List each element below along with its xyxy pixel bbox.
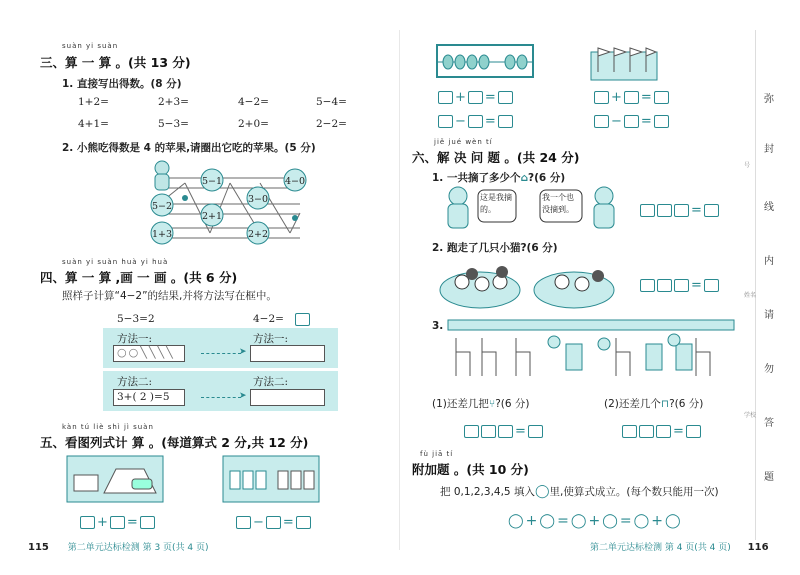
arrow-head-icon: ➤ (239, 391, 247, 401)
bear-icon (155, 161, 169, 190)
answer-box[interactable] (594, 115, 609, 128)
eq: 5−4= (316, 96, 347, 108)
margin-label: 学校 (744, 412, 757, 419)
answer-box[interactable] (498, 425, 513, 438)
eq-row-abacus-1: + = (438, 90, 513, 105)
eq: 1+2= (78, 96, 109, 108)
method2-answer-box[interactable] (250, 389, 325, 406)
answer-box[interactable] (656, 425, 671, 438)
r-q1-text: 1. 一共摘了多少个 (432, 172, 521, 184)
s4-instructions: 照样子计算“4−2”的结果,并将方法写在框中。 (62, 290, 277, 302)
r-q2-title: 2. 跑走了几只小猫?(6 分) (432, 242, 558, 254)
method-panel (103, 305, 338, 411)
margin-char: 题 (764, 472, 774, 483)
margin-char: 弥 (764, 94, 774, 105)
desk-icon: ⊓ (660, 398, 670, 410)
apple-slot[interactable]: ◯ (539, 513, 556, 529)
answer-box[interactable] (624, 91, 639, 104)
answer-box[interactable] (236, 516, 251, 529)
extra-instructions (440, 484, 719, 499)
apple: 5−2 (151, 201, 173, 212)
r-q1-text2: ?(6 分) (527, 172, 566, 184)
picking-picture (440, 184, 620, 234)
answer-box[interactable] (295, 313, 310, 326)
answer-box[interactable] (624, 115, 639, 128)
example-eq: 5−3=2 (117, 313, 155, 325)
margin-char: 答 (764, 418, 774, 429)
margin-label: 姓名 (744, 292, 757, 299)
eq-row-cups: − = (236, 515, 311, 530)
answer-box[interactable] (686, 425, 701, 438)
classroom-picture (446, 318, 736, 380)
apple-tree-diagram (140, 158, 320, 246)
section6-title: 六、解 决 问 题 。(共 24 分) (412, 150, 580, 165)
apple: 2+2 (247, 229, 269, 240)
bubble-1: 这是我摘的。 (480, 193, 512, 214)
r-q3-sub2-text: (2)还差几个 (604, 398, 661, 410)
eq-row-r2: = (640, 278, 719, 293)
apple-slot[interactable]: ◯ (633, 513, 650, 529)
apple-slot[interactable]: ◯ (570, 513, 587, 529)
answer-box[interactable] (657, 204, 672, 217)
strawberry-icon: ⌂ (520, 172, 528, 184)
arrow-head-icon: ➤ (239, 347, 247, 357)
extra-title: 附加题 。(共 10 分) (412, 462, 529, 477)
method1-answer-box[interactable] (250, 345, 325, 362)
apple-icon: ◯ (534, 484, 550, 499)
answer-box[interactable] (654, 91, 669, 104)
s5-pinyin: kàn tú liè shì jì suàn (62, 423, 154, 431)
method1-example-box: ○○╲╲╲╲ (113, 345, 185, 362)
answer-box[interactable] (468, 115, 483, 128)
s6-pinyin: jiě jué wèn tí (434, 138, 493, 146)
flags-picture (590, 42, 660, 82)
method1-label: 方法一: (117, 333, 153, 345)
q2-title: 2. 小熊吃得数是 4 的苹果,请圈出它吃的苹果。(5 分) (62, 142, 316, 154)
answer-box[interactable] (622, 425, 637, 438)
apple-slot[interactable]: ◯ (602, 513, 618, 529)
footer-text: 第二单元达标检测 第 3 页(共 4 页) (67, 543, 209, 553)
section5-title: 五、看图列式计 算 。(每道算式 2 分,共 12 分) (40, 435, 309, 450)
margin-char: 线 (764, 202, 774, 213)
footer-left (28, 540, 209, 553)
chair-icon: ⑂ (488, 398, 496, 410)
answer-box[interactable] (498, 115, 513, 128)
eq-row-flags-1: + = (594, 90, 669, 105)
answer-box[interactable] (528, 425, 543, 438)
answer-box[interactable] (110, 516, 125, 529)
extra-instr-text: 把 0,1,2,3,4,5 填入 (440, 486, 535, 498)
answer-box[interactable] (640, 204, 655, 217)
apple-slot[interactable]: ◯ (665, 513, 681, 529)
cats-picture (438, 260, 618, 310)
margin-char: 勿 (764, 364, 774, 375)
r-q3-sub1-text: (1)还差几把 (432, 398, 489, 410)
r-q3-sub2 (604, 396, 703, 411)
q1-title: 1. 直接写出得数。(8 分) (62, 78, 182, 90)
footer-right (590, 540, 769, 553)
arrow (201, 397, 241, 398)
apple-slot[interactable]: ◯ (508, 513, 524, 529)
r-q3-sub1 (432, 396, 529, 411)
s4-pinyin: suàn yi suàn huà yi huà (62, 258, 169, 266)
method2-label-right: 方法二: (253, 376, 289, 388)
r-q3-sub1-text2: ?(6 分) (495, 398, 530, 410)
eq: 5−3= (158, 118, 189, 130)
answer-box[interactable] (704, 204, 719, 217)
arrow (201, 353, 241, 354)
s3-pinyin: suàn yi suàn (62, 42, 119, 50)
extra-equation: ◯ + ◯ = ◯ + ◯ = ◯ + ◯ (508, 513, 681, 529)
answer-box[interactable] (657, 279, 672, 292)
answer-box[interactable] (266, 516, 281, 529)
apple: 4−0 (284, 176, 306, 187)
answer-box[interactable] (464, 425, 479, 438)
page-number: 116 (747, 542, 769, 553)
margin-char: 封 (764, 144, 774, 155)
bubble-2: 我一个也没摘到。 (542, 193, 574, 214)
answer-box[interactable] (80, 516, 95, 529)
method2-example-box: 3+( 2 )=5 (113, 389, 185, 406)
answer-box[interactable] (639, 425, 654, 438)
eq: 4+1= (78, 118, 109, 130)
r-q3-num: 3. (432, 320, 444, 332)
margin-char: 内 (764, 256, 774, 267)
answer-box[interactable] (438, 91, 453, 104)
margin-char: 请 (764, 310, 774, 321)
apple: 1+3 (151, 229, 173, 240)
answer-box[interactable] (594, 91, 609, 104)
answer-box[interactable] (674, 204, 689, 217)
eq: 2+0= (238, 118, 269, 130)
eq: 2−2= (316, 118, 347, 130)
abacus-picture (436, 44, 536, 80)
cups-picture (222, 455, 320, 503)
eq-row-r1: = (640, 203, 719, 218)
eq-row-r3b: = (622, 424, 701, 439)
answer-box[interactable] (498, 91, 513, 104)
answer-box[interactable] (704, 279, 719, 292)
footer-text: 第二单元达标检测 第 4 页(共 4 页) (590, 543, 731, 553)
margin-label: 号 (744, 162, 751, 169)
answer-box[interactable] (468, 91, 483, 104)
eq-row-flags-2: − = (594, 114, 669, 129)
extra-instr-text2: 里,使算式成立。(每个数只能用一次) (549, 486, 719, 498)
answer-box[interactable] (481, 425, 496, 438)
method2-label: 方法二: (117, 376, 153, 388)
eq: 4−2= (238, 96, 269, 108)
page-divider (399, 30, 400, 550)
section3-title: 三、算 一 算 。(共 13 分) (40, 55, 191, 70)
section4-title: 四、算 一 算 ,画 一 画 。(共 6 分) (40, 270, 238, 285)
eq: 2+3= (158, 96, 189, 108)
eq-row-r3a: = (464, 424, 543, 439)
apple: 3−0 (247, 194, 269, 205)
method1-label-right: 方法一: (253, 333, 289, 345)
apple: 5−1 (201, 176, 223, 187)
task-eq: 4−2= (253, 313, 284, 325)
eq-row-bus: + = (80, 515, 155, 530)
answer-box[interactable] (296, 516, 311, 529)
margin-line (755, 30, 756, 540)
eq-row-abacus-2: − = (438, 114, 513, 129)
bus-picture (66, 455, 164, 503)
extra-pinyin: fù jiā tí (420, 450, 454, 458)
answer-box[interactable] (640, 279, 655, 292)
answer-box[interactable] (654, 115, 669, 128)
apple: 2+1 (201, 211, 223, 222)
r-q1-title (432, 170, 565, 185)
answer-box[interactable] (438, 115, 453, 128)
page-number: 115 (28, 542, 49, 553)
answer-box[interactable] (140, 516, 155, 529)
r-q3-sub2-text2: ?(6 分) (669, 398, 704, 410)
answer-box[interactable] (674, 279, 689, 292)
